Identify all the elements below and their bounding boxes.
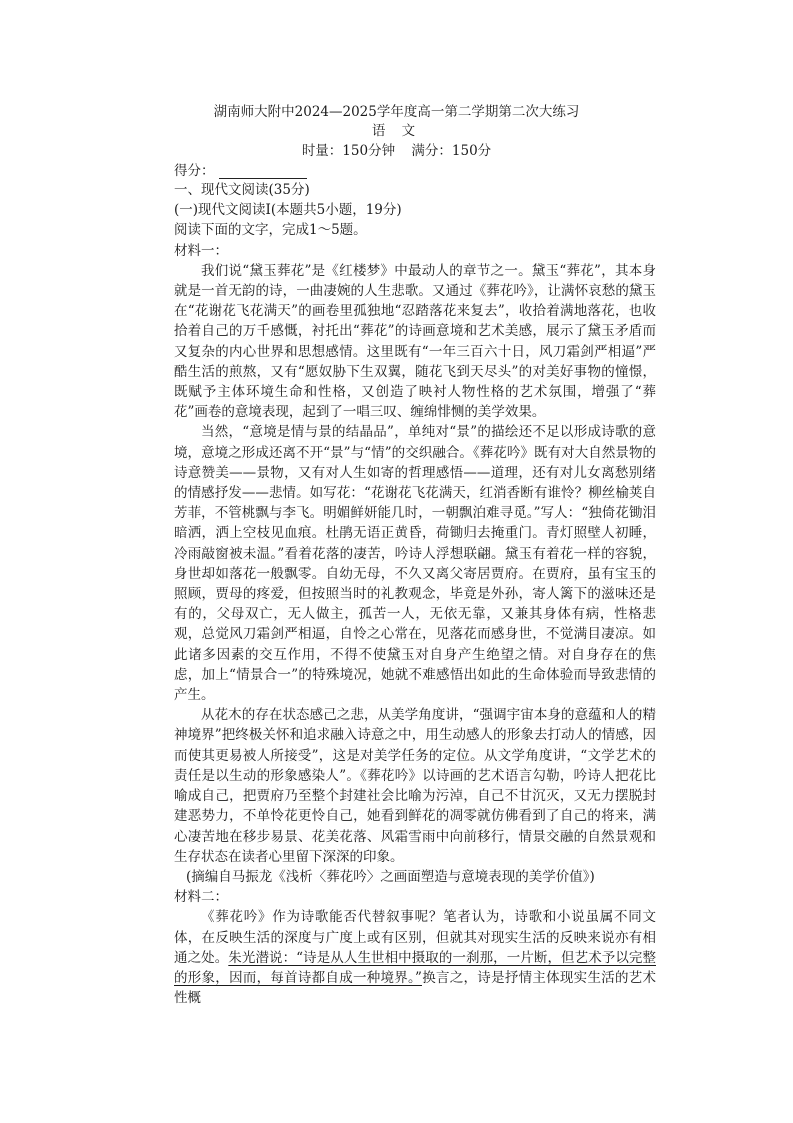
score-field — [174, 159, 307, 179]
material1-source: (摘编自马振龙《浅析〈葬花吟〉之画面塑造与意境表现的美学价值》) — [186, 868, 595, 885]
material2-underlined-quote: 朱光潜说：“诗是从人生世相中摄取的一刹那，一片断，但艺术予以完整的形象，因而，每首诗都自成一种境界。” — [174, 949, 656, 986]
score-blank[interactable] — [219, 164, 307, 179]
material2-paragraph-1 — [174, 907, 656, 1008]
material2-text-after: 换言之，诗是抒情主体现实生活的艺术性概 — [174, 969, 657, 1007]
full-score: 满分：150分 — [411, 143, 492, 159]
reading-section — [174, 180, 656, 1008]
material2-label: 材料二： — [174, 889, 228, 906]
time-limit: 时量：150分钟 — [301, 143, 396, 159]
score-label: 得分： — [174, 163, 215, 179]
material1-paragraph-3: 从花木的存在状态感己之悲，从美学角度讲，“强调宇宙本身的意蕴和人的精神境界”把终极关怀和追求融入诗意之中，用生动感人的形象去打动人的情感，因而使其更易被人所接受”，这是对美学任务的定位。从文学角度讲，“文学艺术的责任是以生动的形象感染人”。《葬花吟》以诗画的艺术语言勾勒，吟诗人把花比喻成自己，把贾府乃至整个封建社会比喻为污淖，自己不甘沉灭，又无力摆脱封建恶势力，不单怜花更怜自己，她看到鲜花的凋零就仿佛看到了自己的将来，满心凄苦地在移步易景、花美花落、风霜雪雨中向前移行，情景交融的自然景观和生存状态在读者心里留下深深的印象。 — [174, 707, 656, 865]
material2-text-before: 《葬花吟》作为诗歌能否代替叙事呢？笔者认为，诗歌和小说虽属不同文体，在反映生活的深度与广度上或有区别，但就其对现实生活的反映来说亦有相通之处。 — [174, 909, 656, 966]
subject-label: 语 文 — [371, 123, 422, 139]
section-instruction: 阅读下面的文字，完成1～5题。 — [174, 222, 367, 239]
exam-time-info — [0, 139, 793, 159]
material1-label: 材料一： — [174, 242, 228, 259]
section-subheading: (一)现代文阅读Ⅰ(本题共5小题，19分) — [174, 202, 402, 219]
material1-paragraph-1: 我们说“黛玉葬花”是《红楼梦》中最动人的章节之一。黛玉“葬花”，其本身就是一首无韵的诗，一曲凄婉的人生悲歌。又通过《葬花吟》，让满怀哀愁的黛玉在“花谢花飞花满天”的画卷里孤独地“忍踏落花来复去”，收拾着满地落花，也收拾着自己的万千感慨，衬托出“葬花”的诗画意境和艺术美感，展示了黛玉矛盾而又复杂的内心世界和思想感情。这里既有“一年三百六十日，风刀霜剑严相逼”严酷生活的煎熬，又有“愿奴胁下生双翼，随花飞到天尽头”的对美好事物的憧憬，既赋予主体环境生命和性格，又创造了映衬人物性格的艺术氛围，增强了“葬花”画卷的意境表现，起到了一唱三叹、缠绵悱恻的美学效果。 — [174, 262, 656, 421]
material1-paragraph-2: 当然，“意境是情与景的结晶品”，单纯对“景”的描绘还不足以形成诗歌的意境，意境之形成还离不开“景”与“情”的交织融合。《葬花吟》既有对大自然景物的诗意赞美——景物，又有对人生如寄的哲理感悟——道理，还有对儿女离愁别绪的情感抒发——悲情。如写花：“花谢花飞花满天，红消香断有谁怜？柳丝榆荚自芳菲，不管桃飘与李飞。明媚鲜妍能几时，一朝飘泊难寻觅。”写人：“独倚花锄泪暗洒，洒上空枝见血痕。杜鹃无语正黄昏，荷锄归去掩重门。青灯照壁人初睡，冷雨敲窗被未温。”看着花落的凄苦，吟诗人浮想联翩。黛玉有着花一样的容貌，身世却如落花一般飘零。自幼无母，不久又离父寄居贾府。在贾府，虽有宝玉的照顾，贾母的疼爱，但按照当时的礼教观念，毕竟是外孙，寄人篱下的滋味还是有的，父母双亡，无人做主，孤苦一人，无依无靠，又兼其身体有病，性格悲观，总觉风刀霜剑严相逼，自怜之心常在，见落花而感身世，不觉满目凄凉。如此诸多因素的交互作用，不得不使黛玉对自身产生绝望之情。对自身存在的焦虑，加上“情景合一”的特殊境况，她就不难感悟出如此的生命体验而导致悲情的产生。 — [174, 424, 656, 704]
section-heading: 一、现代文阅读(35分) — [174, 182, 310, 198]
document-title: 湖南师大附中2024—2025学年度高一第二学期第二次大练习 — [213, 104, 580, 120]
